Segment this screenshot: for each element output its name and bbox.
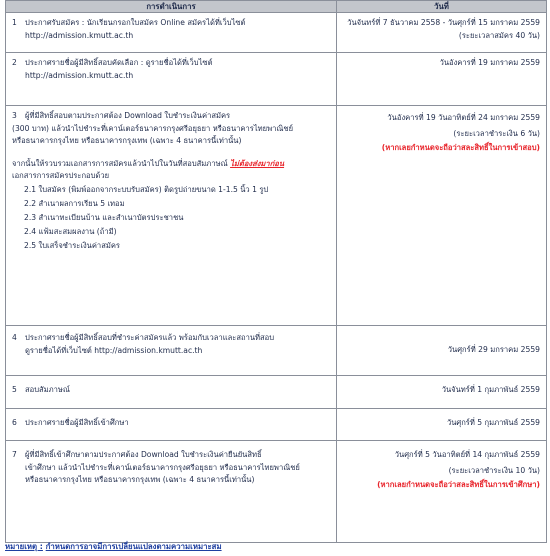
documents-warning: ไม่ต้องส่งมาก่อน [230, 158, 285, 168]
document-item: 2.5 ใบเสร็จชำระเงินค่าสมัคร [24, 240, 120, 250]
table-row [6, 13, 547, 53]
activity-text: (300 บาท) แล้วนำไปชำระที่เคาน์เตอร์ธนาคารกรุงศรีอยุธยา หรือธนาคารไทยพาณิชย์ [12, 123, 294, 133]
activity-cell [6, 106, 337, 326]
admission-schedule-table [5, 0, 547, 543]
date-cell [337, 409, 547, 441]
date-text: วันอังคารที่ 19 มกราคม 2559 [439, 58, 540, 67]
row-number: 6 [12, 418, 17, 427]
footnote [5, 541, 222, 554]
footnote-text: กำหนดการอาจมีการเปลี่ยนแปลงตามความเหมาะสม [45, 542, 222, 551]
activity-text: ประกาศรายชื่อผู้มีสิทธิ์สอบคัดเลือก : ดูรายชื่อได้ที่เว็บไซต์ [25, 58, 213, 67]
activity-cell [6, 409, 337, 441]
row-number: 1 [12, 18, 17, 27]
website-link[interactable]: ดูรายชื่อได้ที่เว็บไซต์ http://admission.kmutt.ac.th [25, 345, 203, 355]
activity-text: หรือธนาคารกรุงไทย หรือธนาคารกรุงเทพ (เฉพาะ 4 ธนาคารนี้เท่านั้น) [12, 136, 242, 145]
row-number: 2 [12, 58, 17, 67]
activity-text: ประกาศรับสมัคร : นักเรียนกรอกใบสมัคร Online สมัครได้ที่เว็บไซต์ [25, 18, 246, 27]
table-row [6, 376, 547, 409]
activity-cell [6, 13, 337, 53]
activity-text: ผู้ที่มีสิทธิ์สอบตามประกาศต้อง Download ใบชำระเงินค่าสมัคร [25, 111, 231, 120]
date-text: วันจันทร์ที่ 1 กุมภาพันธ์ 2559 [441, 385, 540, 394]
document-item: 2.1 ใบสมัคร (พิมพ์ออกจากระบบรับสมัคร) ติดรูปถ่ายขนาด 1-1.5 นิ้ว 1 รูป [24, 184, 269, 194]
activity-text: ประกาศรายชื่อผู้มีสิทธิ์เข้าศึกษา [25, 418, 129, 427]
date-text: วันศุกร์ที่ 5 กุมภาพันธ์ 2559 [446, 418, 540, 427]
documents-intro [12, 158, 330, 171]
table-row [6, 326, 547, 376]
activity-text: ประกาศรายชื่อผู้มีสิทธิ์สอบที่ชำระค่าสมัครแล้ว พร้อมกับเวลาและสถานที่สอบ [25, 333, 275, 342]
footnote-label: หมายเหตุ : [5, 542, 43, 551]
row-number: 4 [12, 333, 17, 342]
table-header-row [6, 1, 547, 13]
row-number: 7 [12, 450, 17, 459]
activity-text: หรือธนาคารกรุงไทย หรือธนาคารกรุงเทพ (เฉพาะ 4 ธนาคารนี้เท่านั้น) [25, 475, 255, 484]
date-text: วันศุกร์ที่ 5 วันอาทิตย์ที่ 14 กุมภาพันธ์ 2559 [394, 450, 540, 459]
date-text: วันศุกร์ที่ 29 มกราคม 2559 [447, 345, 540, 354]
activity-cell [6, 53, 337, 106]
row-number: 5 [12, 385, 17, 394]
date-cell [337, 326, 547, 376]
activity-text: ผู้ที่มีสิทธิ์เข้าศึกษาตามประกาศต้อง Download ใบชำระเงินค่ายืนยันสิทธิ์ [25, 450, 262, 459]
date-cell [337, 376, 547, 409]
deadline-warning: (หากเลยกำหนดจะถือว่าสละสิทธิ์ในการเข้าศึกษา) [377, 480, 540, 489]
duration-text: (ระยะเวลาชำระเงิน 6 วัน) [453, 128, 540, 138]
website-link[interactable]: http://admission.kmutt.ac.th [25, 30, 134, 40]
date-cell [337, 53, 547, 106]
schedule-container [5, 0, 546, 543]
header-date: วันที่ [337, 1, 547, 13]
documents-label: เอกสารการสมัครประกอบด้วย [12, 171, 110, 180]
date-text: วันจันทร์ที่ 7 ธันวาคม 2558 - วันศุกร์ที่ 15 มกราคม 2559 [347, 18, 540, 27]
activity-cell [6, 441, 337, 543]
duration-text: (ระยะเวลาสมัคร 40 วัน) [458, 30, 540, 40]
table-row [6, 53, 547, 106]
table-row [6, 409, 547, 441]
website-link[interactable]: http://admission.kmutt.ac.th [25, 70, 134, 80]
document-item: 2.2 สำเนาผลการเรียน 5 เทอม [24, 198, 125, 208]
date-cell [337, 441, 547, 543]
table-row [6, 441, 547, 543]
table-row [6, 106, 547, 326]
row-number: 3 [12, 111, 17, 120]
date-cell [337, 106, 547, 326]
activity-cell [6, 376, 337, 409]
date-cell [337, 13, 547, 53]
document-item: 2.3 สำเนาทะเบียนบ้าน และสำเนาบัตรประชาชน [24, 212, 184, 222]
activity-cell [6, 326, 337, 376]
duration-text: (ระยะเวลาชำระเงิน 10 วัน) [448, 465, 540, 475]
documents-intro-text: จากนั้นให้รวบรวมเอกสารการสมัครแล้วนำไปในวันที่สอบสัมภาษณ์ [12, 158, 228, 168]
date-text: วันอังคารที่ 19 วันอาทิตย์ที่ 24 มกราคม 2559 [387, 113, 540, 122]
activity-text: สอบสัมภาษณ์ [25, 385, 70, 394]
deadline-warning: (หากเลยกำหนดจะถือว่าสละสิทธิ์ในการเข้าสอบ) [381, 143, 540, 152]
document-item: 2.4 แฟ้มสะสมผลงาน (ถ้ามี) [24, 226, 117, 236]
activity-text: เข้าศึกษา แล้วนำไปชำระที่เคาน์เตอร์ธนาคารกรุงศรีอยุธยา หรือธนาคารไทยพาณิชย์ [25, 462, 300, 472]
header-activity: การดำเนินการ [6, 1, 337, 13]
